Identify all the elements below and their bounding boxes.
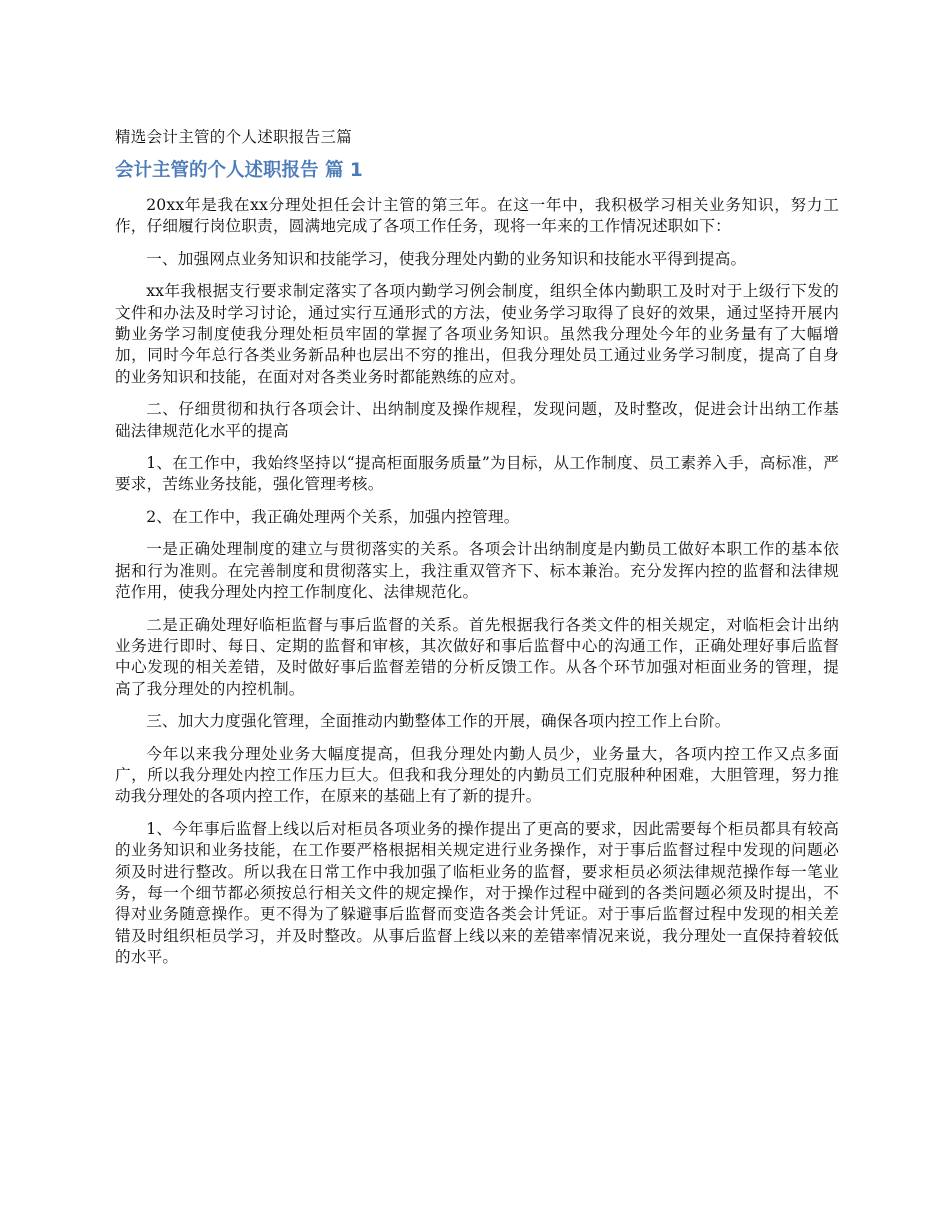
paragraph: xx年我根据支行要求制定落实了各项内勤学习例会制度，组织全体内勤职工及时对于上级行下发的文件和办法及时学习讨论，通过实行互通形式的方法，使业务学习取得了良好的效果，通过坚持开展内勤业务学习制度使我分理处柜员牢固的掌握了各项业务知识。虽然我分理处今年的业务量有了大幅增加，同时今年总行各类业务新品种也层出不穷的推出，但我分理处员工通过业务学习制度，提高了自身的业务知识和技能，在面对对各类业务时都能熟练的应对。 <box>115 282 839 386</box>
paragraph: 2、在工作中，我正确处理两个关系，加强内控管理。 <box>146 507 520 526</box>
paragraph: 今年以来我分理处业务大幅度提高，但我分理处内勤人员少，业务量大，各项内控工作又点多面广，所以我分理处内控工作压力巨大。但我和我分理处的内勤员工们克服种种困难，大胆管理，努力推动我分理处的各项内控工作，在原来的基础上有了新的提升。 <box>115 744 839 806</box>
paragraph: 二是正确处理好临柜监督与事后监督的关系。首先根据我行各类文件的相关规定，对临柜会计出纳业务进行即时、每日、定期的监督和审核，其次做好和事后监督中心的沟通工作，正确处理好事后监督中心发现的相关差错，及时做好事后监督差错的分析反馈工作。从各个环节加强对柜面业务的管理，提高了我分理处的内控机制。 <box>115 615 839 698</box>
paragraph: 三、加大力度强化管理，全面推动内勤整体工作的开展，确保各项内控工作上台阶。 <box>146 712 731 731</box>
paragraph: 20xx年是我在xx分理处担任会计主管的第三年。在这一年中，我积极学习相关业务知识，努力工作，仔细履行岗位职责，圆满地完成了各项工作任务，现将一年来的工作情况述职如下： <box>115 196 839 236</box>
paragraph: 一是正确处理制度的建立与贯彻落实的关系。各项会计出纳制度是内勤员工做好本职工作的基本依据和行为准则。在完善制度和贯彻落实上，我注重双管齐下、标本兼治。充分发挥内控的监督和法律规范作用，使我分理处内控工作制度化、法律规范化。 <box>115 540 839 602</box>
document-page <box>115 126 839 980</box>
paragraph: 1、今年事后监督上线以后对柜员各项业务的操作提出了更高的要求，因此需要每个柜员都具有较高的业务知识和业务技能，在工作要严格根据相关规定进行业务操作，对于事后监督过程中发现的问题必须及时进行整改。所以我在日常工作中我加强了临柜业务的监督，要求柜员必须法律规范操作每一笔业务，每一个细节都必须按总行相关文件的规定操作，对于操作过程中碰到的各类问题必须及时提出，不得对业务随意操作。更不得为了躲避事后监督而变造各类会计凭证。对于事后监督过程中发现的相关差错及时组织柜员学习，并及时整改。从事后监督上线以来的差错率情况来说，我分理处一直保持着较低的水平。 <box>115 819 839 967</box>
paragraph: 二、仔细贯彻和执行各项会计、出纳制度及操作规程，发现问题，及时整改，促进会计出纳工作基础法律规范化水平的提高 <box>115 400 839 440</box>
section-heading: 会计主管的个人述职报告 篇 1 <box>115 160 363 181</box>
document-title: 精选会计主管的个人述职报告三篇 <box>115 128 353 146</box>
paragraph: 一、加强网点业务知识和技能学习，使我分理处内勤的业务知识和技能水平得到提高。 <box>146 249 747 268</box>
paragraph: 1、在工作中，我始终坚持以“提高柜面服务质量”为目标，从工作制度、员工素养入手，高标准，严要求，苦练业务技能，强化管理考核。 <box>115 454 839 494</box>
